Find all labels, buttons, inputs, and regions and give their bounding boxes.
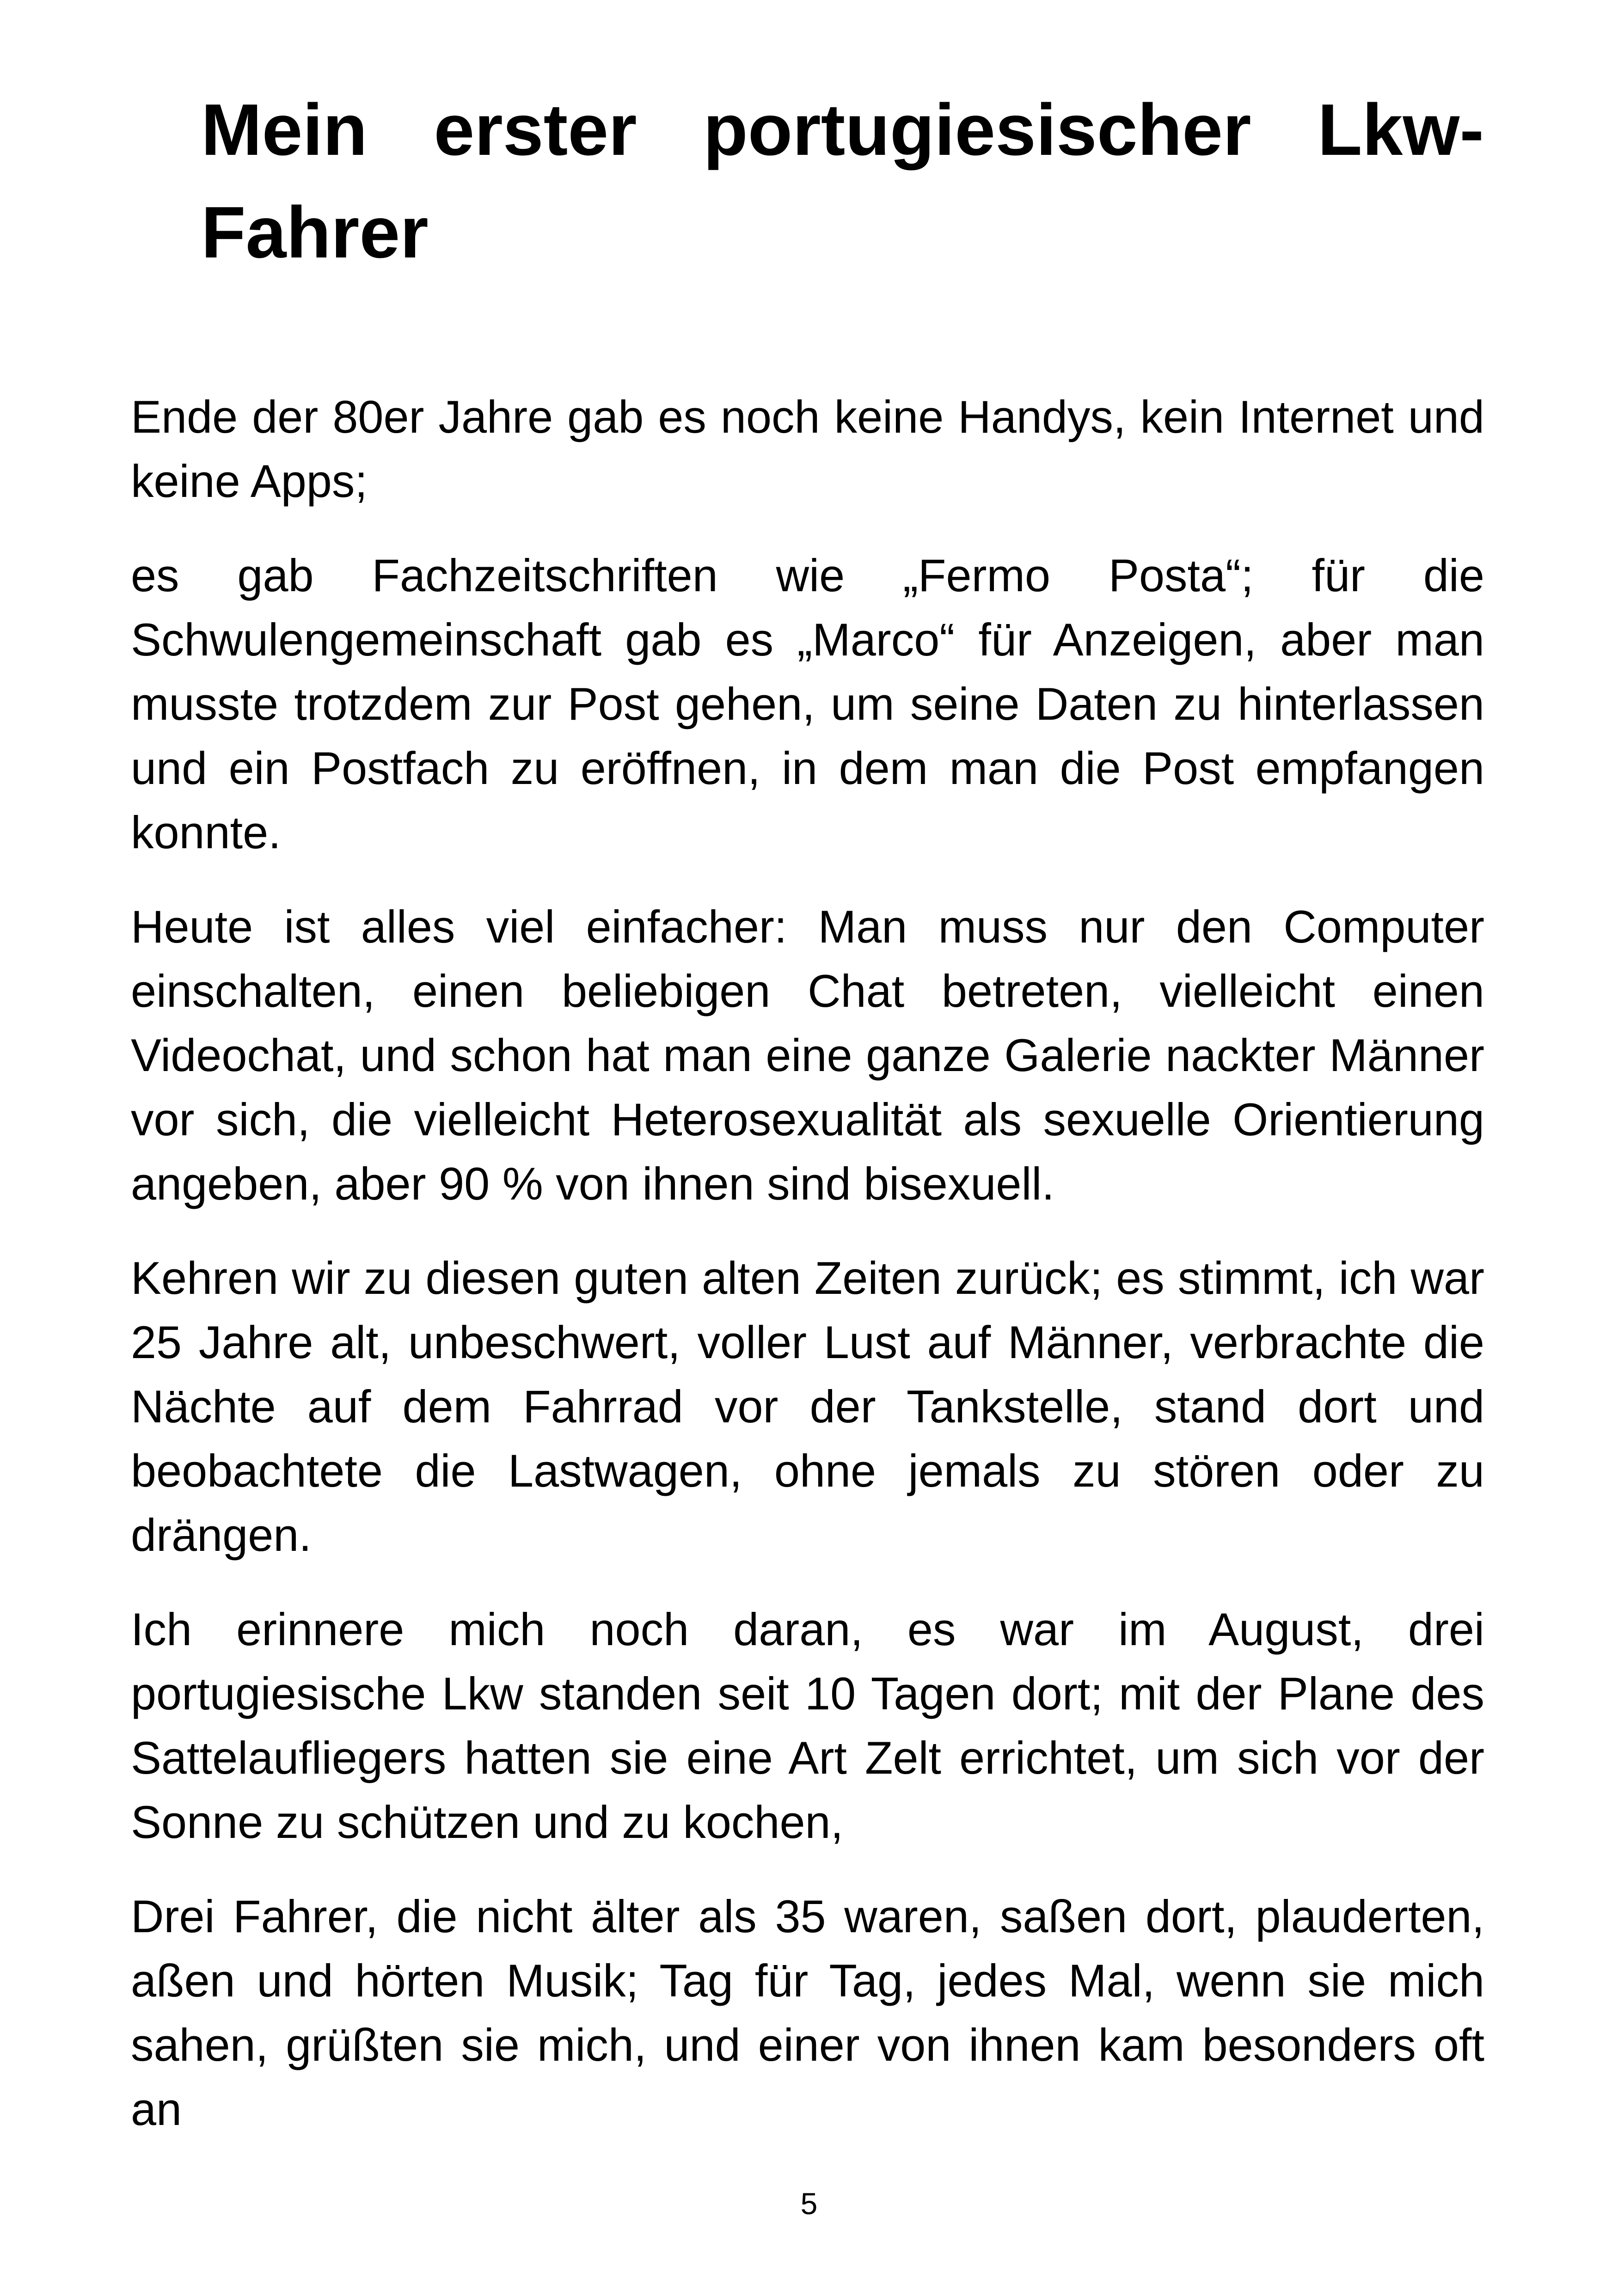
paragraph: Drei Fahrer, die nicht älter als 35 waren, saßen dort, plauderten, aßen und hörten Musik; Tag für Tag, jedes Mal, wenn sie mich sahen, grüßten sie mich, und einer von ihnen kam besonders oft an xyxy=(131,1891,1484,2135)
paragraph: Heute ist alles viel einfacher: Man muss nur den Computer einschalten, einen beliebigen Chat betreten, vielleicht einen Videochat, und schon hat man eine ganze Galerie nackter Männer vor sich, die vielleicht Heterosexualität als sexuelle Orientierung angeben, aber 90 % von ihnen sind bisexuell. xyxy=(131,901,1484,1209)
page-number: 5 xyxy=(800,2186,818,2221)
paragraph: Ende der 80er Jahre gab es noch keine Handys, kein Internet und keine Apps; xyxy=(131,391,1484,507)
chapter-title: Mein erster portugiesischer Lkw-Fahrer xyxy=(201,89,1484,273)
paragraph: Kehren wir zu diesen guten alten Zeiten zurück; es stimmt, ich war 25 Jahre alt, unbeschwert, voller Lust auf Männer, verbrachte die Nächte auf dem Fahrrad vor der Tankstelle, stand dort und beobachtete die Lastwagen, ohne jemals zu stören oder zu drängen. xyxy=(131,1252,1484,1561)
body-text xyxy=(131,385,1484,2171)
paragraph: Ich erinnere mich noch daran, es war im August, drei portugiesische Lkw standen seit 10 Tagen dort; mit der Plane des Sattelaufliegers hatten sie eine Art Zelt errichtet, um sich vor der Sonne zu schützen und zu kochen, xyxy=(131,1604,1484,1848)
paragraph: es gab Fachzeitschriften wie „Fermo Posta“; für die Schwulengemeinschaft gab es „Marco“ für Anzeigen, aber man musste trotzdem zur Post gehen, um seine Daten zu hinterlassen und ein Postfach zu eröffnen, in dem man die Post empfangen konnte. xyxy=(131,550,1484,858)
